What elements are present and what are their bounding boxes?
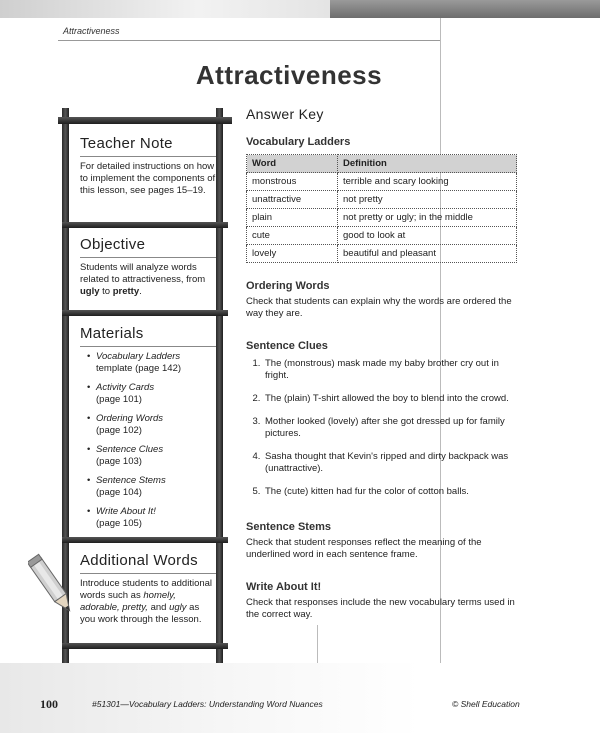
ordering-section xyxy=(246,280,518,320)
additional-words-panel xyxy=(80,552,216,626)
additional-words-heading: Additional Words xyxy=(80,552,198,569)
teacher-note-heading: Teacher Note xyxy=(80,135,173,152)
divider xyxy=(80,573,216,574)
objective-word-pretty: pretty xyxy=(112,286,140,297)
write-heading: Write About It! xyxy=(246,581,322,593)
definition-cell: not pretty or ugly; in the middle xyxy=(338,209,517,227)
materials-item-title: • Vocabulary Ladders xyxy=(96,351,181,362)
ladder-rung xyxy=(62,222,228,228)
objective-word-ugly: ugly xyxy=(80,286,100,297)
clues-section xyxy=(246,340,518,509)
materials-item xyxy=(80,382,216,406)
header-rule xyxy=(58,40,440,41)
materials-item-detail: (page 104) xyxy=(96,487,142,498)
word-cell: monstrous xyxy=(247,173,338,191)
footer-publisher: © Shell Education xyxy=(452,699,520,709)
running-header: Attractiveness xyxy=(63,26,120,36)
footer-background xyxy=(0,663,600,733)
table-row xyxy=(247,191,517,209)
table-row xyxy=(247,209,517,227)
table-row xyxy=(247,227,517,245)
ladder-rung xyxy=(62,310,228,316)
materials-item xyxy=(80,506,216,530)
materials-list xyxy=(80,351,216,530)
divider xyxy=(80,257,216,258)
word-cell: unattractive xyxy=(247,191,338,209)
column-header: Definition xyxy=(338,155,517,173)
materials-item xyxy=(80,351,216,375)
materials-item-title: • Sentence Stems xyxy=(96,475,166,486)
table-header-row xyxy=(247,155,517,173)
objective-heading: Objective xyxy=(80,236,146,253)
ordering-heading: Ordering Words xyxy=(246,280,330,292)
materials-item xyxy=(80,475,216,499)
clues-list xyxy=(246,358,518,498)
objective-text xyxy=(80,262,216,298)
divider xyxy=(80,346,216,347)
definition-cell: good to look at xyxy=(338,227,517,245)
pencil-icon xyxy=(28,552,78,622)
ordering-text: Check that students can explain why the words are ordered the way they are. xyxy=(246,296,512,319)
top-bar-highlight xyxy=(0,0,330,18)
materials-item-title: • Activity Cards xyxy=(96,382,155,393)
vocab-heading: Vocabulary Ladders xyxy=(246,136,351,148)
ladder-rung xyxy=(62,643,228,649)
materials-item-title: • Write About It! xyxy=(96,506,156,517)
definition-cell: not pretty xyxy=(338,191,517,209)
stems-section xyxy=(246,521,518,561)
footer-product: #51301—Vocabulary Ladders: Understanding Word Nuances xyxy=(92,699,323,709)
ladder-rung xyxy=(62,537,228,543)
write-text: Check that responses include the new vocabulary terms used in the correct way. xyxy=(246,597,515,620)
list-item: 5. The (cute) kitten had fur the color of cotton balls. xyxy=(263,486,518,498)
additional-word-ugly: ugly xyxy=(169,602,187,613)
page-number: 100 xyxy=(40,697,58,711)
write-section xyxy=(246,581,518,621)
objective-text-part: to xyxy=(99,286,113,297)
definition-cell: beautiful and pleasant xyxy=(338,245,517,263)
list-item: 1. The (monstrous) mask made my baby brother cry out in fright. xyxy=(263,358,518,382)
table-row xyxy=(247,245,517,263)
definition-cell: terrible and scary looking xyxy=(338,173,517,191)
objective-text-part: . xyxy=(139,286,142,297)
materials-item-title: • Sentence Clues xyxy=(96,444,164,455)
word-cell: plain xyxy=(247,209,338,227)
materials-item xyxy=(80,413,216,437)
word-cell: lovely xyxy=(247,245,338,263)
objective-text-part: Students will analyze words related to attractiveness, from xyxy=(80,262,206,285)
objective-panel xyxy=(80,236,216,298)
materials-panel xyxy=(80,325,216,537)
list-item: 4. Sasha thought that Kevin's ripped and dirty backpack was (unattractive). xyxy=(263,451,518,475)
additional-words-text-part: as you work through the lesson. xyxy=(80,602,202,625)
materials-item-detail: (page 101) xyxy=(96,394,142,405)
vocab-section xyxy=(246,136,518,263)
vocab-table xyxy=(246,154,517,263)
materials-item-detail: (page 102) xyxy=(96,425,142,436)
materials-item-detail: template (page 142) xyxy=(96,363,182,374)
divider xyxy=(80,156,216,157)
materials-item-detail: (page 103) xyxy=(96,456,142,467)
materials-item xyxy=(80,444,216,468)
ladder-rung xyxy=(58,117,232,124)
list-item: 3. Mother looked (lovely) after she got dressed up for family pictures. xyxy=(263,416,518,440)
word-cell: cute xyxy=(247,227,338,245)
additional-words-list: homely, adorable, pretty, xyxy=(80,590,176,613)
materials-item-detail: (page 105) xyxy=(96,518,142,529)
stems-text: Check that student responses reflect the meaning of the underlined word in each sentence frame. xyxy=(246,537,482,560)
materials-heading: Materials xyxy=(80,325,144,342)
teacher-note-panel xyxy=(80,135,216,197)
materials-item-title: • Ordering Words xyxy=(96,413,164,424)
additional-words-text-part: and xyxy=(147,602,170,613)
stems-heading: Sentence Stems xyxy=(246,521,331,533)
column-header: Word xyxy=(247,155,338,173)
table-row xyxy=(247,173,517,191)
clues-heading: Sentence Clues xyxy=(246,340,328,352)
additional-words-text xyxy=(80,578,216,626)
teacher-note-text: For detailed instructions on how to implement the components of this lesson, see pages 15–19. xyxy=(80,161,216,196)
page-title: Attractiveness xyxy=(195,60,383,90)
answer-key-heading: Answer Key xyxy=(246,106,324,122)
ladder-rail-right xyxy=(216,108,223,668)
additional-words-text-part: Introduce students to additional words such as xyxy=(80,578,213,601)
list-item: 2. The (plain) T-shirt allowed the boy to blend into the crowd. xyxy=(263,393,518,405)
